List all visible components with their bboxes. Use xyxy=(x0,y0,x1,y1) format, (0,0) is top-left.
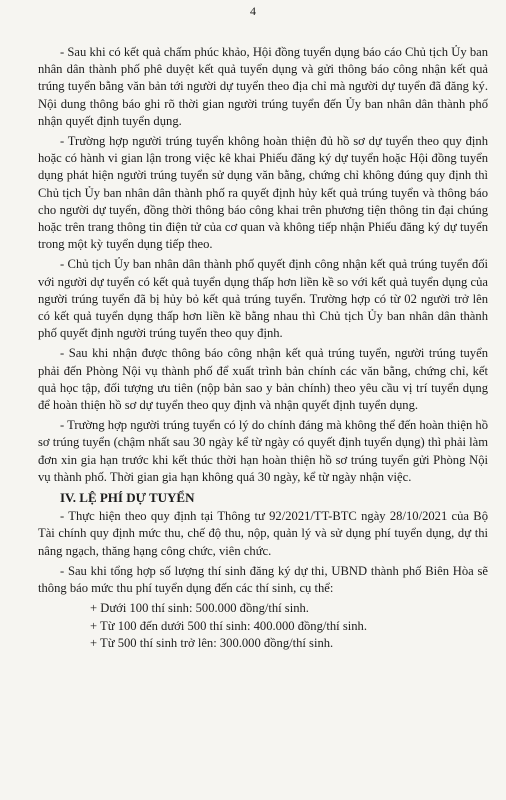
section-heading-fees: IV. LỆ PHÍ DỰ TUYỂN xyxy=(60,490,195,506)
fee-item: + Từ 100 đến dưới 500 thí sinh: 400.000 đồng/thí sinh. xyxy=(90,618,367,633)
paragraph-incomplete-dossier: - Trường hợp người trúng tuyển không hoàn thiện đủ hồ sơ dự tuyển theo quy định hoặc có hành vi gian lận trong việc kê khai Phiếu đăng ký dự tuyển hoặc Hội đồng tuyển dụng phát hiện người trúng tuyển sử dụng văn bằng, chứng chỉ không đúng quy định thì Chủ tịch Ủy ban nhân dân thành phố ra quyết định hủy kết quả trúng tuyển và thông báo cho người dự tuyển, đồng thời thông báo công khai trên phương tiện thông tin đại chúng hoặc trên trang thông tin điện tử của cơ quan và không tiếp nhận Phiếu đăng ký dự tuyển trong một kỳ tuyển dụng tiếp theo. xyxy=(38,134,488,252)
paragraph-submit-originals: - Sau khi nhận được thông báo công nhận kết quả trúng tuyển, người trúng tuyển phải đến Phòng Nội vụ thành phố để xuất trình bản chính các văn bằng, chứng chỉ, kết quả học tập, đối tượng ưu tiên (nộp bản sao y bản chính) theo yêu cầu vị trí tuyển dụng để hoàn thiện hồ sơ dự tuyển theo quy định và nhận quyết định tuyển dụng. xyxy=(38,346,488,413)
fee-item: + Từ 500 thí sinh trở lên: 300.000 đồng/thí sinh. xyxy=(90,635,334,650)
paragraph-fee-regulation: - Thực hiện theo quy định tại Thông tư 92/2021/TT-BTC ngày 28/10/2021 của Bộ Tài chính quy định mức thu, chế độ thu, nộp, quản lý và sử dụng phí tuyển dụng, dự thi nâng ngạch, thăng hạng công chức, viên chức. xyxy=(38,509,488,558)
fee-item: + Dưới 100 thí sinh: 500.000 đồng/thí sinh. xyxy=(90,601,309,616)
document-body xyxy=(38,44,488,652)
paragraph-extension-request: - Trường hợp người trúng tuyển có lý do chính đáng mà không thể đến hoàn thiện hồ sơ trúng tuyển (chậm nhất sau 30 ngày kể từ ngày có quyết định tuyển dụng) thì phải làm đơn xin gia hạn trước khi kết thúc thời hạn hoàn thiện hồ sơ trúng tuyển gửi Phòng Nội vụ thành phố. Thời gian gia hạn không quá 30 ngày, kể từ ngày nhận việc. xyxy=(38,418,488,484)
paragraph-fee-notice: - Sau khi tổng hợp số lượng thí sinh đăng ký dự thi, UBND thành phố Biên Hòa sẽ thông báo mức thu phí tuyển dụng đến các thí sinh, cụ thể: xyxy=(38,563,488,596)
page-number: 4 xyxy=(250,4,256,18)
paragraph-appeal-result: - Sau khi có kết quả chấm phúc khảo, Hội đồng tuyển dụng báo cáo Chủ tịch Ủy ban nhân dân thành phố phê duyệt kết quả tuyển dụng và gửi thông báo công nhận kết quả trúng tuyển bằng văn bản tới người dự tuyển theo địa chỉ mà người dự tuyển đã đăng ký. Nội dung thông báo ghi rõ thời gian người trúng tuyển đến Ủy ban nhân dân thành phố nhận quyết định tuyển dụng. xyxy=(38,45,488,128)
paragraph-replacement-candidate: - Chủ tịch Ủy ban nhân dân thành phố quyết định công nhận kết quả trúng tuyển đối với người dự tuyển có kết quả tuyển dụng thấp hơn liền kề so với kết quả tuyển dụng của người trúng tuyển đã bị hủy bỏ kết quả trúng tuyển. Trường hợp có từ 02 người trở lên có kết quả tuyển dụng thấp hơn liền kề bằng nhau thì Chủ tịch Ủy ban nhân dân thành phố quyết định người trúng tuyển theo quy định. xyxy=(38,257,488,341)
